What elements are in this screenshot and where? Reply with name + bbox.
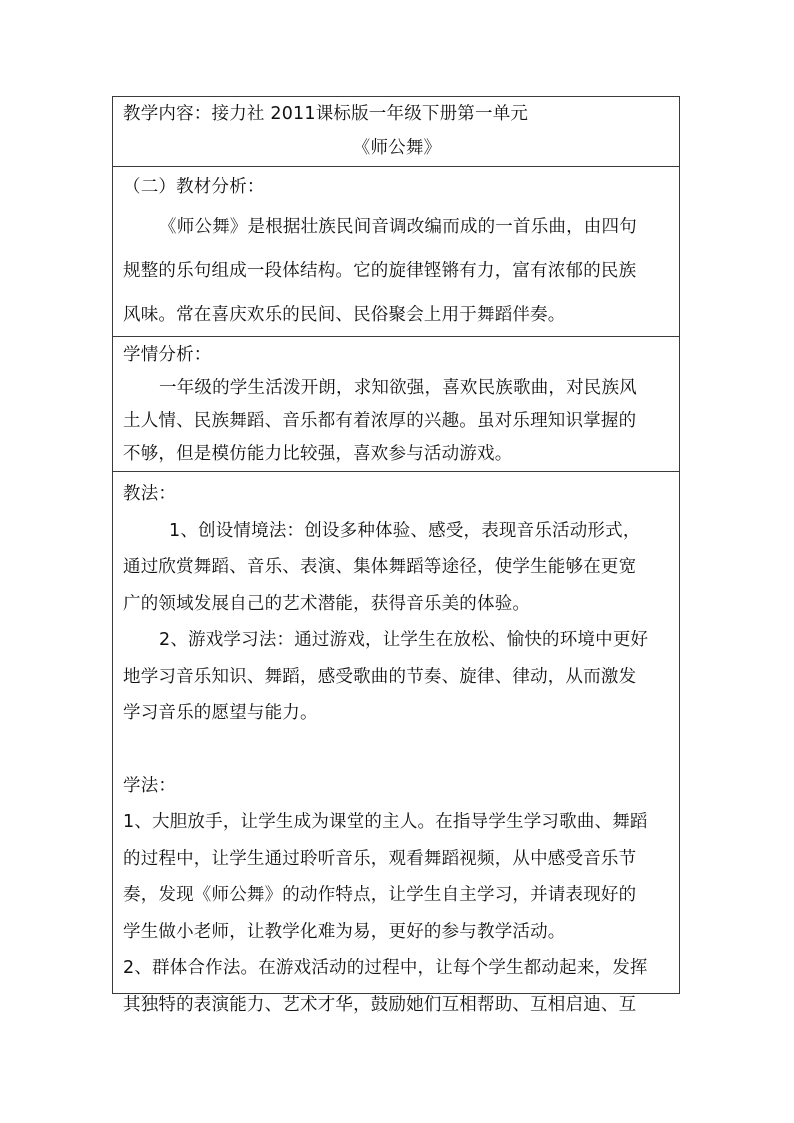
paragraph-line: 土人情、民族舞蹈、音乐都有着浓厚的兴趣。虽对乐理知识掌握的 [123, 411, 637, 431]
song-title: 《师公舞》 [352, 138, 442, 158]
section-heading: （二）教材分析： [123, 177, 265, 197]
paragraph-line: 地学习音乐知识、舞蹈，感受歌曲的节奏、旋律、律动，从而激发 [123, 666, 637, 687]
paragraph-line: 2、游戏学习法：通过游戏，让学生在放松、愉快的环境中更好 [159, 630, 649, 650]
blank-line [123, 732, 671, 768]
sub-heading-learning-methods: 学法： [123, 775, 177, 796]
paragraph-line: 的过程中，让学生通过聆听音乐，观看舞蹈视频，从中感受音乐节 [123, 848, 637, 869]
paragraph-line: 2、群体合作法。在游戏活动的过程中，让每个学生都动起来，发挥 [123, 958, 648, 978]
paragraph-line: 1、大胆放手，让学生成为课堂的主人。在指导学生学习歌曲、舞蹈 [123, 812, 648, 832]
lesson-plan-table [112, 96, 680, 1015]
row-teaching-methods [113, 471, 679, 1015]
paragraph-line: 通过欣赏舞蹈、音乐、表演、集体舞蹈等途径，使学生能够在更宽 [123, 557, 637, 577]
paragraph-line: 规整的乐句组成一段体结构。它的旋律铿锵有力，富有浓郁的民族 [123, 261, 637, 281]
paragraph-line: 1、创设情境法：创设多种体验、感受，表现音乐活动形式， [169, 520, 641, 541]
paragraph-line: 不够，但是模仿能力比较强，喜欢参与活动游戏。 [123, 444, 513, 464]
paragraph-line: 学习音乐的愿望与能力。 [123, 703, 318, 723]
teaching-content-title: 教学内容：接力社 2011课标版一年级下册第一单元 [123, 104, 529, 124]
section-heading: 教法： [123, 484, 177, 504]
row-student-analysis [113, 336, 679, 471]
paragraph-line: 奏，发现《师公舞》的动作特点，让学生自主学习，并请表现好的 [123, 885, 637, 905]
paragraph-line: 学生做小老师，让教学化难为易，更好的参与教学活动。 [123, 921, 566, 942]
paragraph-line: 广的领域发展自己的艺术潜能，获得音乐美的体验。 [123, 593, 531, 614]
paragraph-line: 风味。常在喜庆欢乐的民间、民俗聚会上用于舞蹈伴奏。 [123, 305, 566, 325]
row-textbook-analysis [113, 166, 679, 336]
paragraph-line: 《师公舞》是根据壮族民间音调改编而成的一首乐曲，由四句 [159, 217, 637, 237]
row-teaching-content [113, 97, 679, 166]
section-heading: 学情分析： [123, 345, 212, 365]
paragraph-line: 其独特的表演能力、艺术才华，鼓励她们互相帮助、互相启迪、互 [123, 994, 637, 1015]
paragraph-line: 一年级的学生活泼开朗，求知欲强，喜欢民族歌曲，对民族风 [159, 378, 637, 398]
